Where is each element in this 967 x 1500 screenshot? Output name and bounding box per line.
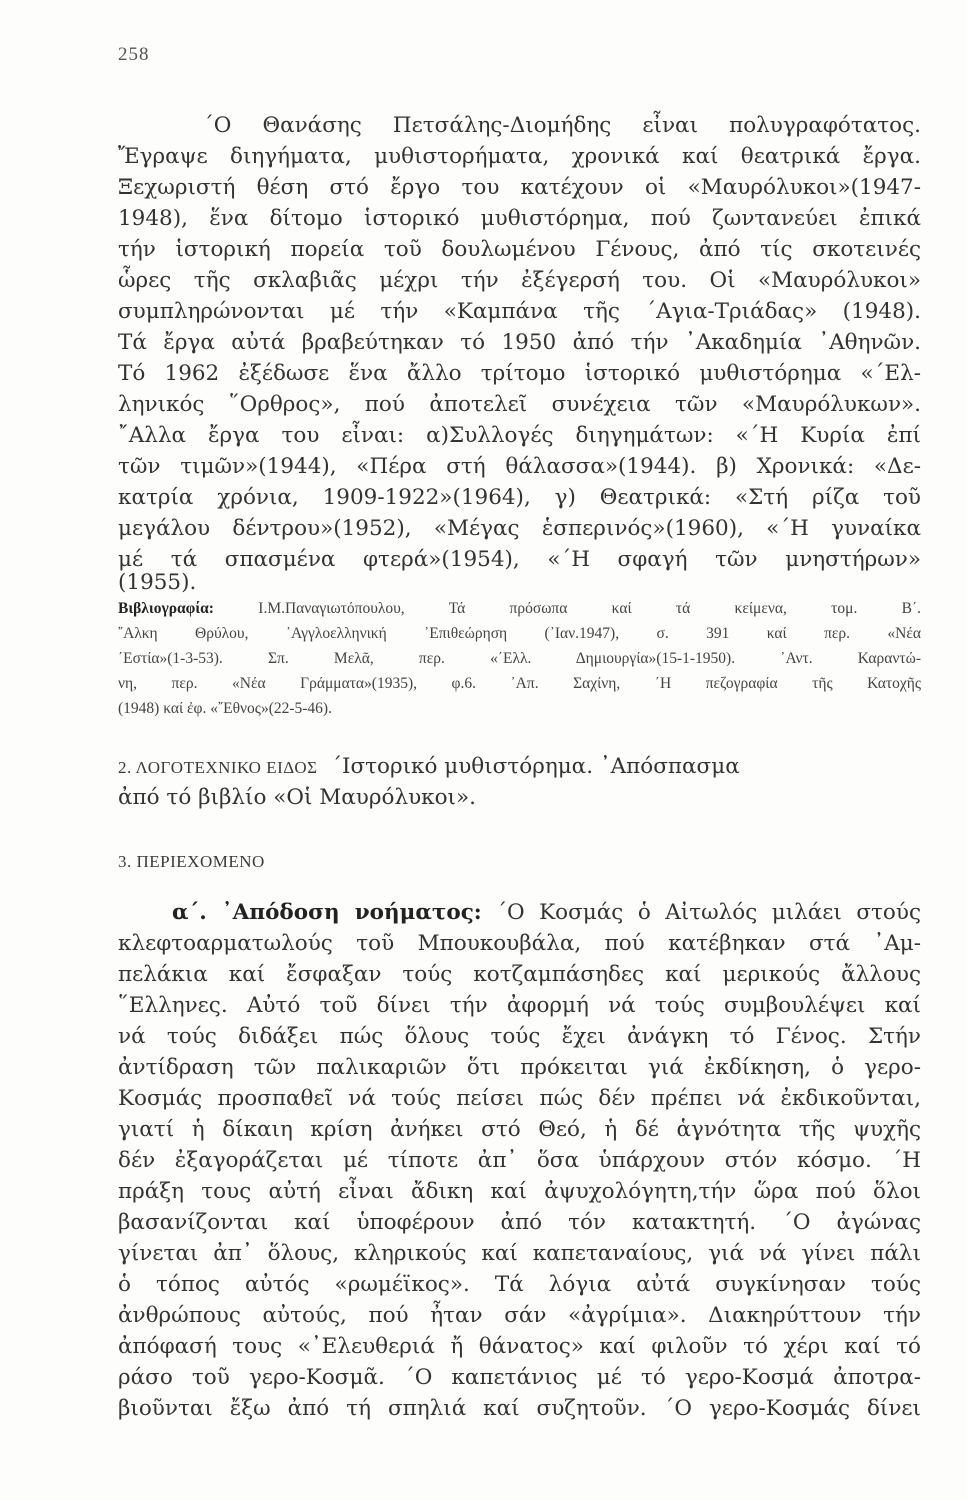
bibliography-text: Ι.Μ.Παναγιωτόπουλου, Τά πρόσωπα καί τά κείμενα, τομ. Β΄. — [258, 600, 922, 617]
text-line: ὁ τόπος αὐτός «ρωμέϊκος». Τά λόγια αὐτά συγκίνησαν τούς — [118, 1272, 921, 1297]
section-2-line: ἀπό τό βιβλίο «Οἱ Μαυρόλυκοι». — [118, 785, 476, 810]
section-2-heading: 2. ΛΟΓΟΤΕΧΝΙΚΟ ΕΙΔΟΣ — [118, 758, 318, 777]
bibliography-line: ῎Αλκη Θρύλου, ᾿Αγγλοελληνική ᾿Επιθεώρηση (᾿Ιαν.1947), σ. 391 καί περ. «Νέα — [118, 625, 921, 642]
summary-first-line — [172, 898, 921, 928]
text-line: μεγάλου δέντρου»(1952), «Μέγας ἑσπερινός»(1960), «΄Η γυναίκα — [118, 516, 921, 541]
bibliography-line: (1948) καί ἐφ. «῎Εθνος»(22-5-46). — [118, 700, 332, 717]
bibliography-label: Βιβλιογραφία: — [118, 600, 214, 617]
text-line: βασανίζονται καί ὑποφέρουν ἀπό τόν κατακτητή. ΄Ο ἀγώνας — [118, 1210, 921, 1235]
text-line: Τά ἔργα αὐτά βραβεύτηκαν τό 1950 ἀπό τήν ᾿Ακαδημία ᾿Αθηνῶν. — [118, 330, 921, 355]
section-2-text: ΄Ιστορικό μυθιστόρημα. ᾿Απόσπασμα — [331, 754, 740, 779]
text-line: νά τούς διδάξει πώς ὅλους τούς ἔχει ἀνάγκη τό Γένος. Στήν — [118, 1024, 921, 1049]
text-line: Ἔγραψε διηγήματα, μυθιστορήματα, χρονικά καί θεατρικά ἔργα. — [118, 144, 921, 169]
text-line: Ξεχωριστή θέση στό ἔργο του κατέχουν οἱ «Μαυρόλυκοι»(1947- — [118, 175, 921, 200]
text-line: ῎Αλλα ἔργα του εἶναι: α)Συλλογές διηγημάτων: «΄Η Κυρία ἐπί — [118, 423, 921, 448]
section-3-heading: 3. ΠΕΡΙΕΧΟΜΕΝΟ — [118, 852, 265, 871]
summary-label: α΄. ᾿Απόδοση νοήματος: — [172, 900, 482, 925]
text-line: 1948), ἕνα δίτομο ἱστορικό μυθιστόρημα, πού ζωντανεύει ἐπικά — [118, 206, 921, 231]
text-line: μέ τά σπασμένα φτερά»(1954), «΄Η σφαγή τῶν μνηστήρων» — [118, 547, 921, 572]
text-line: ληνικός ῞Ορθρος», πού ἀποτελεῖ συνέχεια τῶν «Μαυρόλυκων». — [118, 392, 921, 417]
text-line: τῶν τιμῶν»(1944), «Πέρα στή θάλασσα»(1944). β) Χρονικά: «Δε- — [118, 454, 921, 479]
text-line: ὧρες τῆς σκλαβιᾶς μέχρι τήν ἐξέγερσή του. Οἱ «Μαυρόλυκοι» — [118, 268, 921, 293]
bibliography-line: νη, περ. «Νέα Γράμματα»(1935), φ.6. ᾿Απ. Σαχίνη, ΄Η πεζογραφία τῆς Κατοχῆς — [118, 675, 921, 692]
text-line: Τό 1962 ἐξέδωσε ἕνα ἄλλο τρίτομο ἱστορικό μυθιστόρημα «΄Ελ- — [118, 361, 921, 386]
text-line: ράσο τοῦ γερο-Κοσμᾶ. ΄Ο καπετάνιος μέ τό γερο-Κοσμά ἀποτρα- — [118, 1365, 921, 1390]
text-line: γιατί ἡ δίκαιη κρίση ἀνήκει στό Θεό, ἡ δέ ἁγνότητα τῆς ψυχῆς — [118, 1117, 921, 1142]
text-line: ΄Ο Θανάσης Πετσάλης-Διομήδης εἶναι πολυγραφότατος. — [203, 113, 921, 138]
summary-text: ΄Ο Κοσμάς ὁ Αἰτωλός μιλάει στούς — [496, 900, 921, 925]
text-line: ῞Ελληνες. Αὐτό τοῦ δίνει τήν ἀφορμή νά τούς συμβουλέψει καί — [118, 993, 921, 1018]
text-line: γίνεται ἀπ᾿ ὅλους, κληρικούς καί καπεταναίους, γιά νά γίνει πάλι — [118, 1241, 921, 1266]
text-line: (1955). — [118, 570, 197, 595]
section-2-line — [118, 752, 740, 783]
text-line: ἀπόφασή τους «᾿Ελευθεριά ἤ θάνατος» καί φιλοῦν τό χέρι καί τό — [118, 1334, 921, 1359]
text-line: δέν ἐξαγοράζεται μέ τίποτε ἀπ᾿ ὅσα ὑπάρχουν στόν κόσμο. ΄Η — [118, 1148, 921, 1173]
text-line: πελάκια καί ἔσφαξαν τούς κοτζαμπάσηδες καί μερικούς ἄλλους — [118, 962, 921, 987]
text-line: τήν ἱστορική πορεία τοῦ δουλωμένου Γένους, ἀπό τίς σκοτεινές — [118, 237, 921, 262]
text-line: πράξη τους αὐτή εἶναι ἄδικη καί ἀψυχολόγητη,τήν ὥρα πού ὅλοι — [118, 1179, 921, 1204]
page-number: 258 — [118, 44, 150, 65]
text-line: κλεφτοαρματωλούς τοῦ Μπουκουβάλα, πού κατέβηκαν στά ᾿Αμ- — [118, 931, 921, 956]
text-line: Κοσμάς προσπαθεῖ νά τούς πείσει πώς δέν πρέπει νά ἐκδικοῦνται, — [118, 1086, 921, 1111]
text-line: ἀντίδραση τῶν παλικαριῶν ὅτι πρόκειται γιά ἐκδίκηση, ὁ γερο- — [118, 1055, 921, 1080]
bibliography-line: ΄Εστία»(1-3-53). Σπ. Μελᾶ, περ. «΄Ελλ. Δημιουργία»(15-1-1950). ᾿Αντ. Καραντώ- — [118, 650, 921, 667]
text-line: κατρία χρόνια, 1909-1922»(1964), γ) Θεατρικά: «Στή ρίζα τοῦ — [118, 485, 921, 510]
text-line: συμπληρώνονται μέ τήν «Καμπάνα τῆς ΄Αγια-Τριάδας» (1948). — [118, 299, 921, 324]
bibliography-line — [118, 598, 921, 620]
text-line: ἀνθρώπους αὐτούς, πού ἦταν σάν «ἀγρίμια». Διακηρύττουν τήν — [118, 1303, 921, 1328]
text-line: βιοῦνται ἔξω ἀπό τή σπηλιά καί συζητοῦν. ΄Ο γερο-Κοσμάς δίνει — [118, 1396, 921, 1421]
